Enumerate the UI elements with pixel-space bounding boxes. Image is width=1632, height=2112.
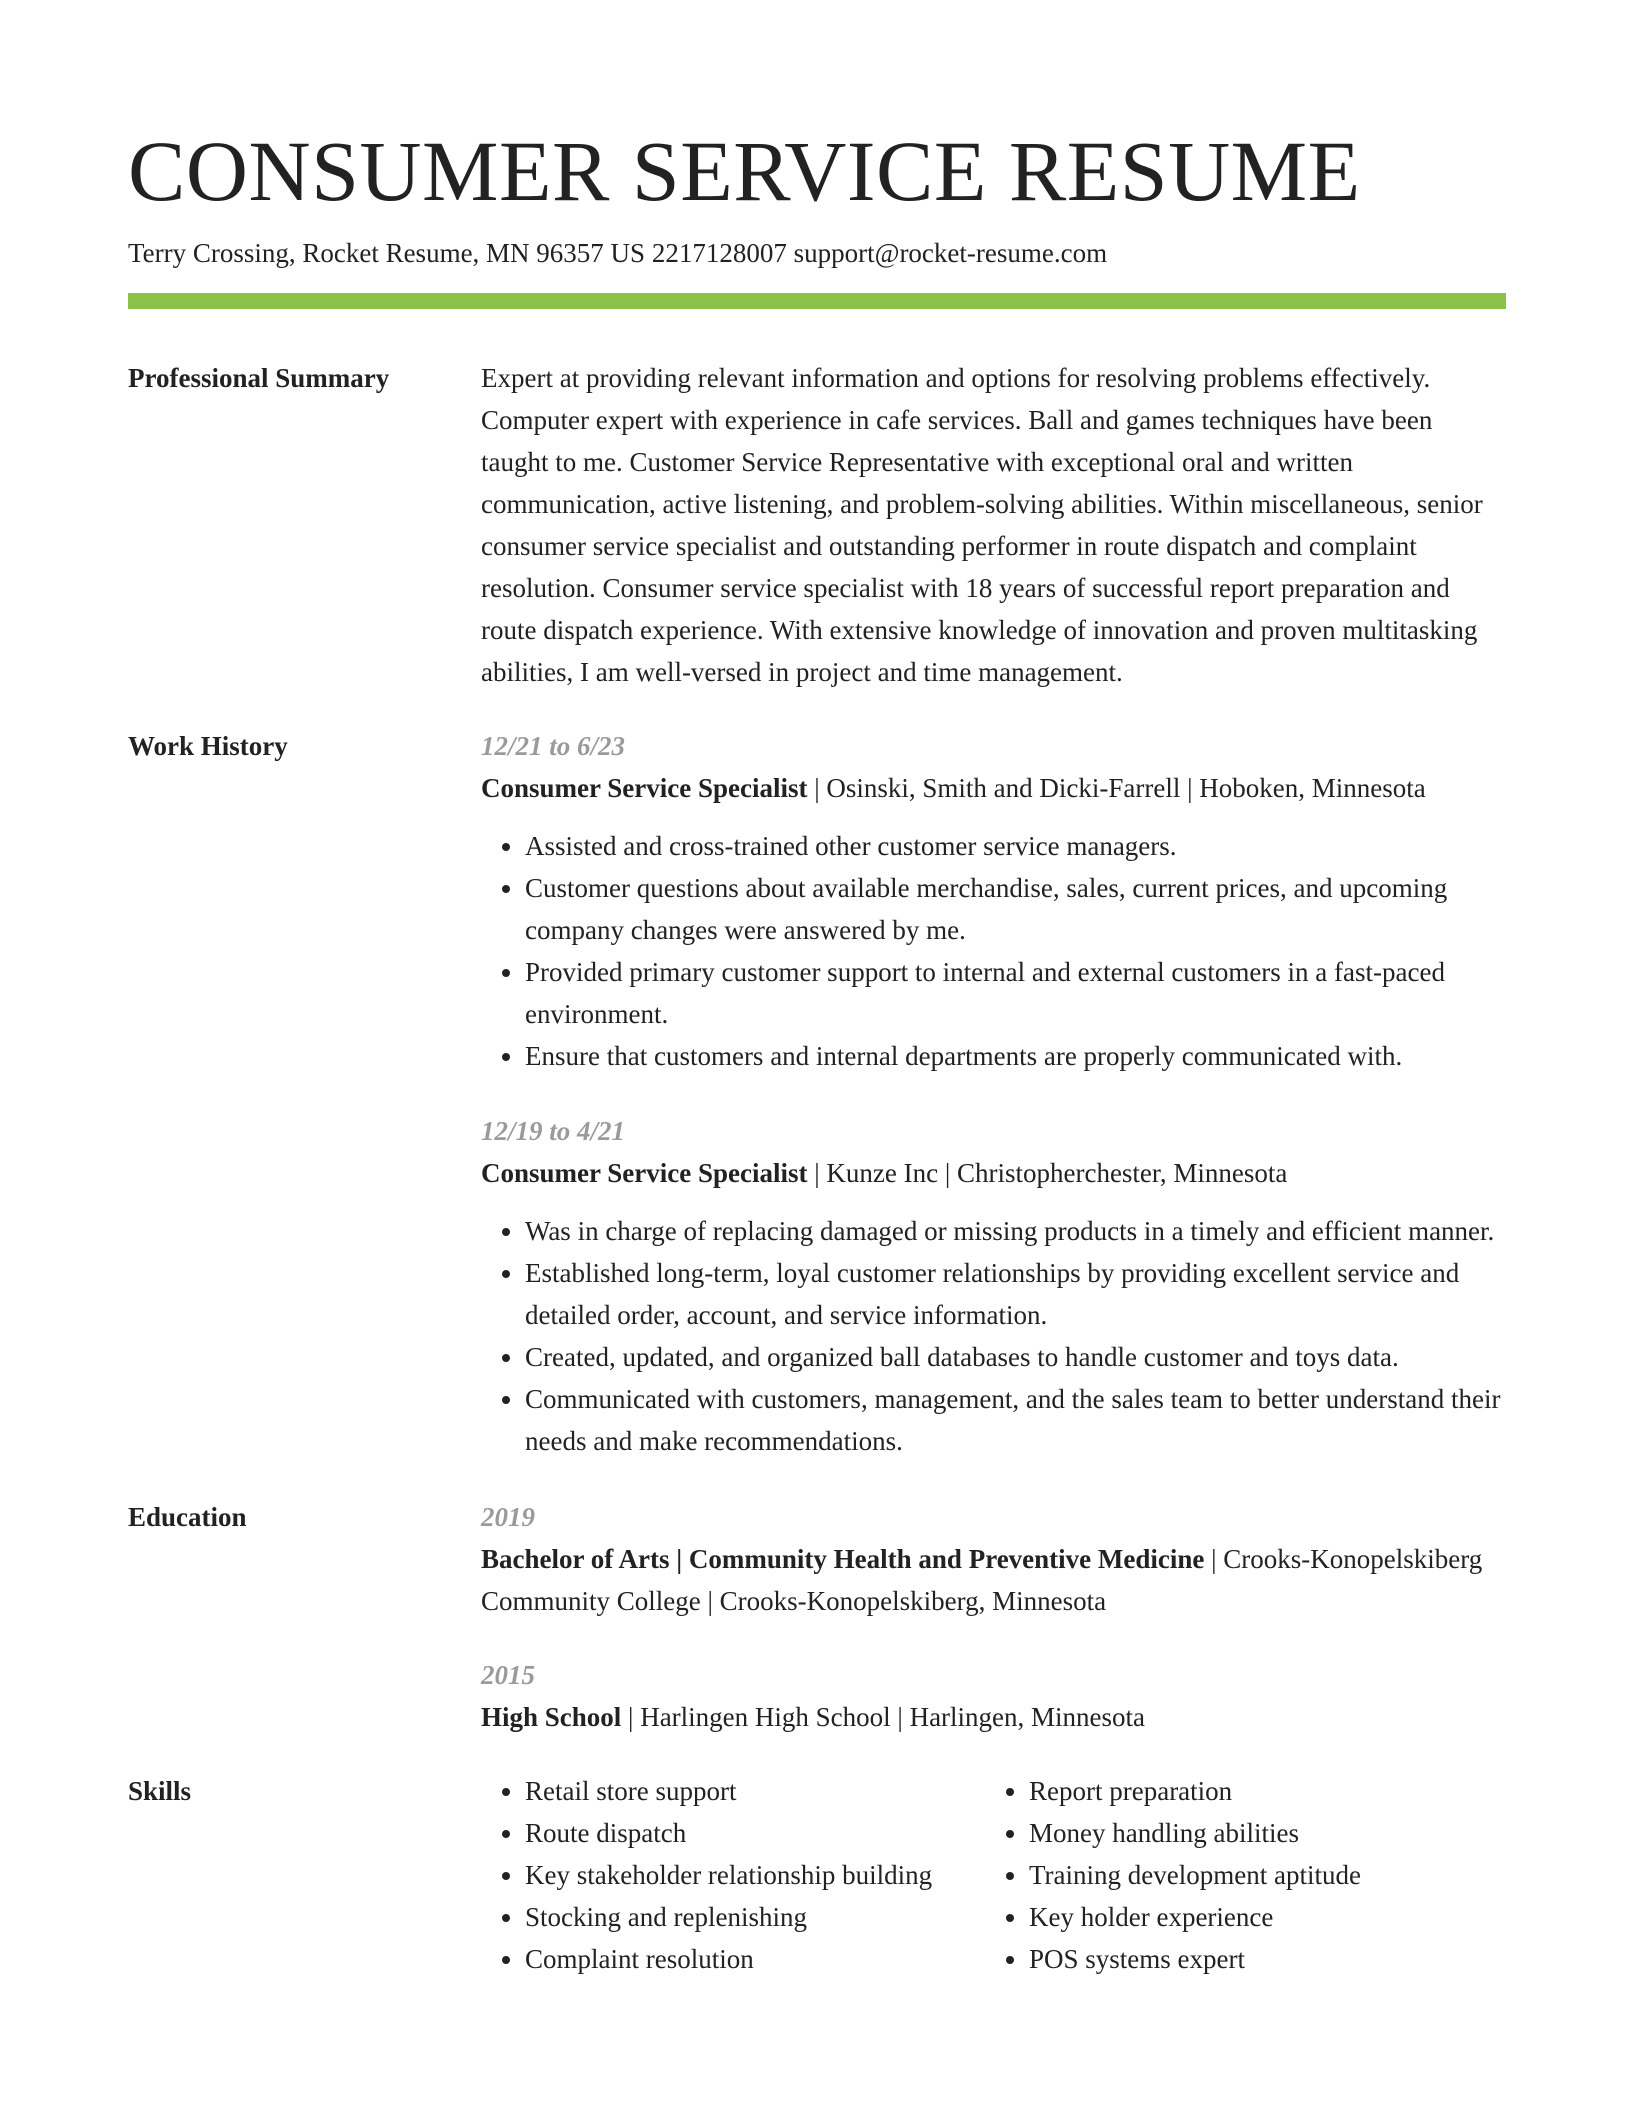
skill-item: • POS systems expert [1029,1938,1361,1980]
education-heading [481,1696,1506,1738]
accent-divider [128,293,1506,309]
job-heading [481,767,1506,809]
skills-list-right [985,1770,1361,1980]
work-history-body [481,725,1506,1462]
degree-title: High School [481,1702,622,1732]
skill-item: • Stocking and replenishing [525,1896,985,1938]
summary-section [128,357,1506,693]
education-entry [481,1654,1506,1738]
job-bullet: • Communicated with customers, management, and the sales team to better understand their needs and make recommendations. [525,1378,1506,1462]
job-dates: 12/19 to 4/21 [481,1116,626,1146]
education-year: 2019 [481,1502,535,1532]
job-bullet: • Customer questions about available merchandise, sales, current prices, and upcoming company changes were answered by me. [525,867,1506,951]
education-details: | Harlingen High School | Harlingen, Minnesota [621,1702,1146,1732]
job-bullets [481,825,1506,1077]
skill-item: • Report preparation [1029,1770,1361,1812]
job-bullet: • Created, updated, and organized ball databases to handle customer and toys data. [525,1336,1506,1378]
skill-item: • Key holder experience [1029,1896,1361,1938]
job-bullet: • Ensure that customers and internal departments are properly communicated with. [525,1035,1506,1077]
job-bullet: • Assisted and cross-trained other customer service managers. [525,825,1506,867]
job-title: Consumer Service Specialist [481,1158,808,1188]
job-details: | Osinski, Smith and Dicki-Farrell | Hoboken, Minnesota [807,773,1426,803]
section-label-skills: Skills [128,1776,192,1806]
education-entry [481,1496,1506,1622]
job-title: Consumer Service Specialist [481,773,808,803]
job-details: | Kunze Inc | Christopherchester, Minnesota [807,1158,1288,1188]
job-bullet: • Established long-term, loyal customer relationships by providing excellent service and detailed order, account, and service information. [525,1252,1506,1336]
skill-item: • Route dispatch [525,1812,985,1854]
work-history-section [128,725,1506,1462]
job-bullet: • Was in charge of replacing damaged or missing products in a timely and efficient manner. [525,1210,1506,1252]
job-entry [481,725,1506,1077]
education-details: | Crooks-Konopelskiberg Community College | Crooks-Konopelskiberg, Minnesota [481,1544,1483,1616]
contact-line: Terry Crossing, Rocket Resume, MN 96357 US 2217128007 support@rocket-resume.com [128,238,1108,268]
education-heading [481,1538,1506,1622]
skill-item: • Key stakeholder relationship building [525,1854,985,1896]
resume-title: CONSUMER SERVICE RESUME [128,123,1361,219]
job-heading [481,1152,1506,1194]
education-year: 2015 [481,1660,535,1690]
job-bullets [481,1210,1506,1462]
skills-body [481,1770,1506,1980]
section-label-work: Work History [128,731,288,761]
degree-title: Bachelor of Arts | Community Health and Preventive Medicine [481,1544,1205,1574]
skills-section [128,1770,1506,1980]
skill-item: • Retail store support [525,1770,985,1812]
job-dates: 12/21 to 6/23 [481,731,626,761]
summary-text: Expert at providing relevant information and options for resolving problems effectively. Computer expert with experience in cafe services. Ball and games techniques have been taught to me. Customer Service Representative with exceptional oral and written communication, active listening, and problem-solving abilities. Within miscellaneous, senior consumer service specialist and outstanding performer in route dispatch and complaint resolution. Consumer service specialist with 18 years of successful report preparation and route dispatch experience. With extensive knowledge of innovation and proven multitasking abilities, I am well-versed in project and time management. [481,363,1483,687]
section-label-education: Education [128,1502,247,1532]
education-section [128,1496,1506,1738]
skill-item: • Training development aptitude [1029,1854,1361,1896]
section-label-summary: Professional Summary [128,363,390,393]
skill-item: • Complaint resolution [525,1938,985,1980]
skill-item: • Money handling abilities [1029,1812,1361,1854]
job-bullet: • Provided primary customer support to internal and external customers in a fast-paced environment. [525,951,1506,1035]
resume-page [128,118,1506,1980]
job-entry [481,1110,1506,1462]
skills-list-left [481,1770,985,1980]
education-body [481,1496,1506,1738]
